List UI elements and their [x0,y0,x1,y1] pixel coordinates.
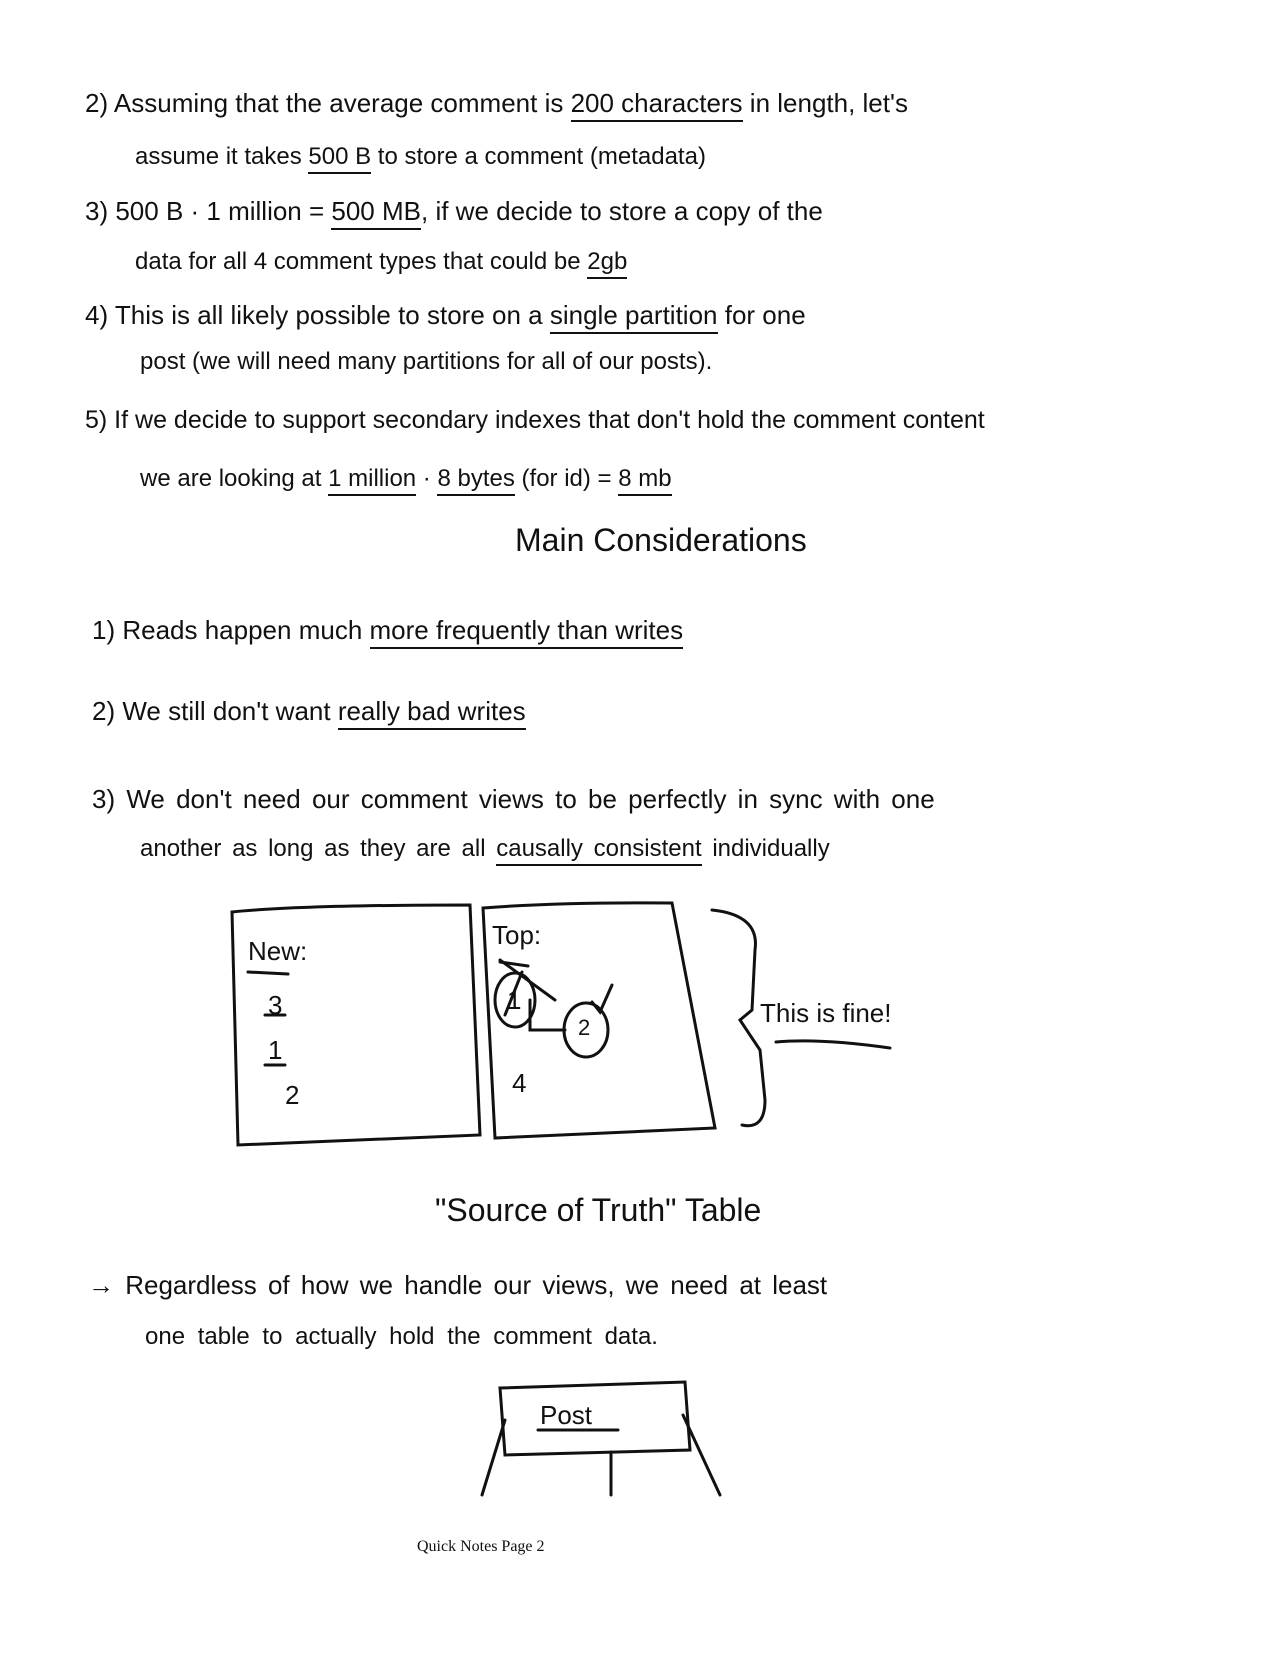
page-footer: Quick Notes Page 2 [417,1538,545,1555]
note-line: one table to actually hold the comment data. [145,1323,658,1350]
new-label: New: [248,936,308,966]
circled-item: 2 [578,1015,591,1040]
text: to store a comment (metadata) [371,143,706,170]
diagram-note: This is fine! [760,998,892,1028]
underlined-text: 1 million [328,465,416,496]
new-item: 2 [285,1080,300,1110]
post-box [500,1382,690,1455]
top-label: Top: [492,920,542,950]
text: 2) Assuming that the average comment is [85,88,571,118]
text: in length, let's [742,88,908,118]
underlined-text: really bad writes [338,696,526,730]
post-table-label: Post [540,1400,593,1430]
underlined-text: 500 B [308,143,371,174]
text: another as long as they are all [140,835,497,862]
underlined-text: 8 bytes [437,465,514,496]
underlined-text: more frequently than writes [370,615,684,649]
text: 2) We still don't want [92,696,338,726]
text: · [416,465,438,492]
note-line: post (we will need many partitions for all of our posts). [140,348,713,375]
note-line: 5) If we decide to support secondary indexes that don't hold the comment content [85,406,985,434]
underlined-text: 2gb [587,248,627,279]
new-item: 3 [268,990,283,1020]
text: for one [717,300,806,330]
consideration-3: 3) We don't need our comment views to be perfectly in sync with one [92,784,935,814]
underline [776,1041,890,1048]
section-heading: "Source of Truth" Table [435,1192,762,1228]
text: we are looking at [140,465,329,492]
text: , if we decide to store a copy of the [421,196,823,226]
brace [712,910,765,1126]
section-heading: Main Considerations [515,522,807,558]
underlined-text: 200 characters [571,88,743,122]
new-item: 1 [268,1035,283,1065]
text: (for id) = [514,465,619,492]
note-line: → Regardless of how we handle our views, we need at least [88,1270,828,1300]
underlined-text: causally consistent [496,835,701,866]
top-item: 4 [512,1068,527,1098]
underlined-text: single partition [550,300,718,334]
crossed-item: 1 [507,985,522,1015]
text: 4) This is all likely possible to store on a [85,300,550,330]
arrow-icon [592,985,612,1012]
text: assume it takes [135,143,309,170]
underlined-text: 8 mb [618,465,671,496]
text: 3) 500 B · 1 million = [85,196,332,226]
underline [248,972,288,974]
text: 1) Reads happen much [92,615,370,645]
text: individually [701,835,830,862]
underlined-text: 500 MB [331,196,421,230]
text: data for all 4 comment types that could be [135,248,588,275]
